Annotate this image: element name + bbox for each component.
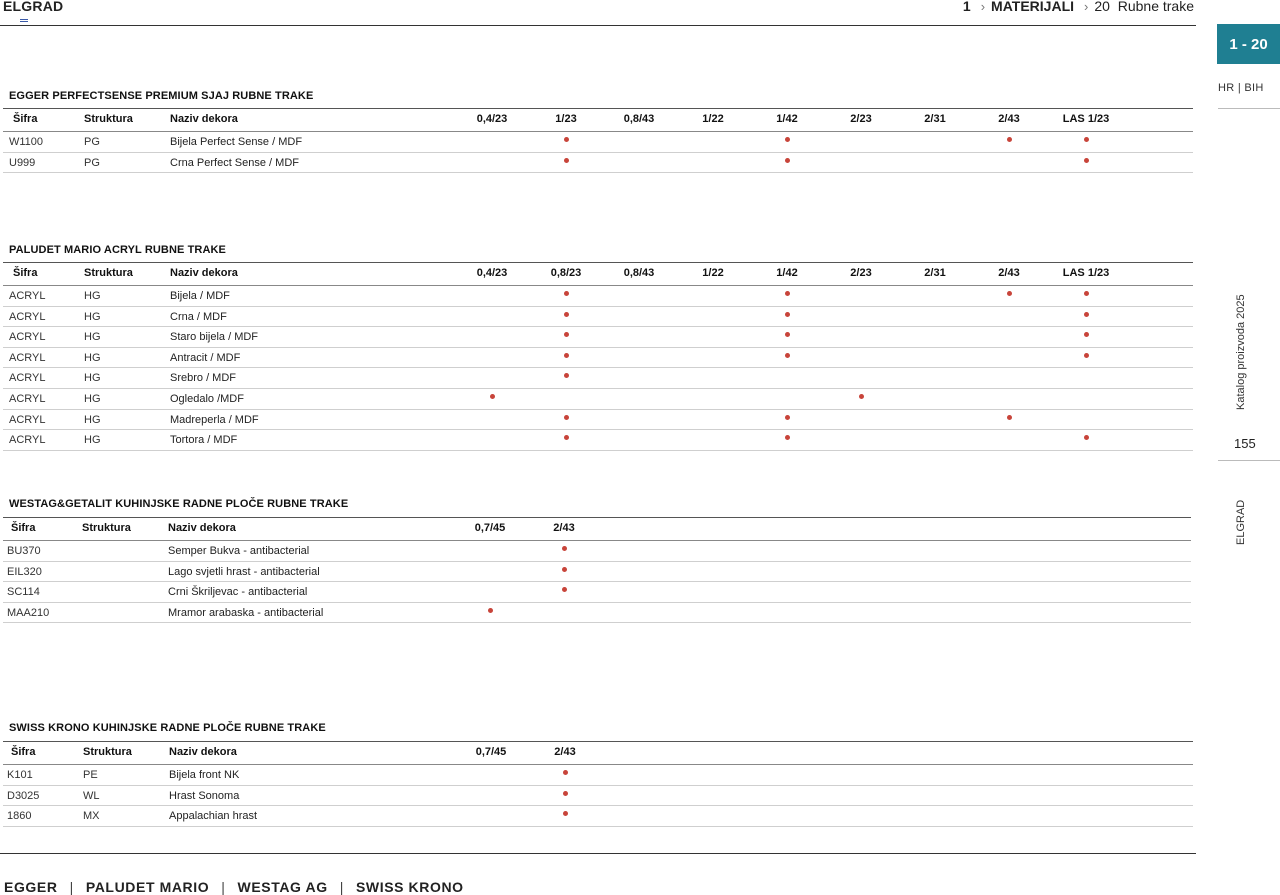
footer-divider [0, 853, 1196, 854]
header-naziv-dekora: Naziv dekora [168, 522, 236, 534]
header-naziv-dekora: Naziv dekora [170, 113, 238, 125]
availability-dot [564, 435, 569, 440]
header-bottom-rule [3, 285, 1193, 286]
row-naziv-dekora: Bijela front NK [169, 769, 240, 781]
header-sifra: Šifra [13, 113, 38, 125]
header-bottom-rule [3, 764, 1193, 765]
row-divider [3, 561, 1191, 562]
availability-dot [562, 587, 567, 592]
sidebar-divider [1218, 108, 1280, 109]
header-dimension: 0,8/43 [623, 113, 655, 125]
brand-logo: ELGRAD [3, 0, 64, 14]
breadcrumb-page-num[interactable]: 20 [1094, 0, 1110, 14]
row-naziv-dekora: Staro bijela / MDF [170, 331, 259, 344]
availability-dot [1084, 312, 1089, 317]
row-divider [3, 622, 1191, 623]
availability-dot [564, 137, 569, 142]
header-sifra: Šifra [13, 267, 38, 279]
header-dimension: 2/23 [850, 113, 872, 125]
row-naziv-dekora: Crna Perfect Sense / MDF [170, 156, 299, 169]
availability-dot [1007, 415, 1012, 420]
row-code: U999 [9, 156, 36, 169]
table-top-rule [3, 517, 1191, 518]
row-divider [3, 326, 1193, 327]
row-struktura: HG [84, 413, 101, 426]
header-divider [0, 25, 1196, 26]
header-struktura: Struktura [84, 113, 133, 125]
availability-dot [1084, 137, 1089, 142]
row-divider [3, 602, 1191, 603]
row-divider [3, 347, 1193, 348]
availability-dot [1084, 332, 1089, 337]
sidebar-divider [1218, 460, 1280, 461]
row-divider [3, 450, 1193, 451]
header-dimension: 0,8/23 [550, 267, 582, 279]
row-divider [3, 785, 1193, 786]
page-number: 155 [1234, 436, 1256, 451]
section-title: WESTAG&GETALIT KUHINJSKE RADNE PLOČE RUBNE TRAKE [9, 498, 349, 510]
row-naziv-dekora: Srebro / MDF [170, 372, 237, 385]
row-struktura: HG [84, 372, 101, 385]
header-dimension: 2/43 [553, 522, 575, 534]
row-struktura: HG [84, 290, 101, 302]
chapter-tab-badge[interactable]: 1 - 20 [1217, 24, 1280, 64]
row-struktura: WL [83, 789, 100, 802]
header-sifra: Šifra [11, 522, 36, 534]
availability-dot [564, 415, 569, 420]
row-naziv-dekora: Antracit / MDF [170, 351, 241, 364]
availability-dot [1084, 435, 1089, 440]
row-divider [3, 409, 1193, 410]
availability-dot [563, 811, 568, 816]
row-struktura: MX [83, 810, 100, 823]
footer-brand-swisskrono: SWISS KRONO [355, 879, 464, 895]
row-naziv-dekora: Crni Škriljevac - antibacterial [168, 586, 308, 599]
row-code: 1860 [7, 810, 32, 823]
footer-brand-egger: EGGER [4, 879, 58, 895]
availability-dot [564, 373, 569, 378]
chevron-right-icon: › [1084, 0, 1089, 14]
section-title: SWISS KRONO KUHINJSKE RADNE PLOČE RUBNE TRAKE [9, 722, 326, 734]
row-code: ACRYL [9, 372, 46, 385]
row-naziv-dekora: Crna / MDF [170, 310, 227, 323]
header-dimension: 0,8/43 [623, 267, 655, 279]
row-struktura: HG [84, 331, 101, 344]
availability-dot [564, 353, 569, 358]
language-label: HR | BIH [1218, 82, 1264, 94]
availability-dot [564, 312, 569, 317]
header-dimension: LAS 1/23 [1062, 267, 1110, 279]
row-code: ACRYL [9, 393, 46, 405]
availability-dot [785, 291, 790, 296]
availability-dot [785, 137, 790, 142]
header-naziv-dekora: Naziv dekora [169, 746, 237, 758]
availability-dot [785, 312, 790, 317]
header-dimension: 1/42 [776, 113, 798, 125]
availability-dot [1084, 158, 1089, 163]
breadcrumb-page-title[interactable]: Rubne trake [1117, 0, 1194, 14]
header-dimension: 2/43 [998, 267, 1020, 279]
availability-dot [785, 415, 790, 420]
row-code: ACRYL [9, 331, 46, 344]
row-code: ACRYL [9, 290, 46, 302]
availability-dot [564, 158, 569, 163]
header-dimension: 0,7/45 [474, 522, 506, 534]
availability-dot [1007, 137, 1012, 142]
row-code: ACRYL [9, 413, 46, 426]
row-naziv-dekora: Lago svjetli hrast - antibacterial [168, 565, 320, 578]
row-divider [3, 429, 1193, 430]
row-code: SC114 [7, 586, 40, 599]
header-dimension: 1/22 [702, 113, 724, 125]
row-naziv-dekora: Semper Bukva - antibacterial [168, 545, 310, 557]
availability-dot [785, 435, 790, 440]
header-struktura: Struktura [83, 746, 132, 758]
breadcrumb-section[interactable]: MATERIJALI [991, 0, 1075, 14]
row-struktura: PG [84, 136, 100, 148]
row-naziv-dekora: Bijela / MDF [170, 290, 230, 302]
availability-dot [564, 291, 569, 296]
row-naziv-dekora: Mramor arabaska - antibacterial [168, 606, 324, 619]
row-struktura: HG [84, 310, 101, 323]
availability-dot [564, 332, 569, 337]
row-divider [3, 581, 1191, 582]
chevron-right-icon: › [980, 0, 986, 14]
breadcrumb [963, 0, 1194, 14]
header-dimension: 0,4/23 [476, 267, 508, 279]
breadcrumb-chapter[interactable]: 1 [962, 0, 971, 14]
header-struktura: Struktura [84, 267, 133, 279]
row-code: BU370 [7, 545, 41, 557]
availability-dot [490, 394, 495, 399]
header-dimension: 2/31 [924, 113, 946, 125]
row-naziv-dekora: Hrast Sonoma [169, 789, 240, 802]
footer-separator: | [221, 879, 226, 895]
footer-separator: | [69, 879, 74, 895]
availability-dot [1084, 353, 1089, 358]
row-naziv-dekora: Tortora / MDF [170, 434, 238, 447]
header-dimension: 1/22 [702, 267, 724, 279]
row-naziv-dekora: Bijela Perfect Sense / MDF [170, 136, 303, 148]
availability-dot [562, 546, 567, 551]
row-code: D3025 [7, 789, 40, 802]
availability-dot [563, 770, 568, 775]
row-naziv-dekora: Appalachian hrast [169, 810, 258, 823]
header-dimension: 1/42 [776, 267, 798, 279]
footer-brand-paludet: PALUDET MARIO [85, 879, 210, 895]
footer-brand-westag: WESTAG AG [237, 879, 328, 895]
header-struktura: Struktura [82, 522, 131, 534]
row-code: K101 [7, 769, 33, 781]
header-dimension: 1/23 [555, 113, 577, 125]
row-divider [3, 388, 1193, 389]
header-dimension: LAS 1/23 [1062, 113, 1110, 125]
header-dimension: 2/43 [554, 746, 576, 758]
row-divider [3, 826, 1193, 827]
row-divider [3, 805, 1193, 806]
header-sifra: Šifra [11, 746, 36, 758]
row-divider [3, 152, 1193, 153]
table-top-rule [3, 741, 1193, 742]
row-divider [3, 172, 1193, 173]
availability-dot [785, 158, 790, 163]
row-struktura: HG [84, 434, 101, 447]
header-dimension: 2/31 [924, 267, 946, 279]
header-dimension: 2/43 [998, 113, 1020, 125]
row-struktura: HG [84, 393, 101, 405]
availability-dot [785, 353, 790, 358]
header-naziv-dekora: Naziv dekora [170, 267, 238, 279]
row-divider [3, 306, 1193, 307]
header-bottom-rule [3, 540, 1191, 541]
row-code: ACRYL [9, 351, 46, 364]
footer-separator: | [339, 879, 344, 895]
availability-dot [563, 791, 568, 796]
availability-dot [1007, 291, 1012, 296]
sidebar-brand-vertical: ELGRAD [1235, 499, 1247, 545]
table-top-rule [3, 108, 1193, 109]
header-dimension: 0,4/23 [476, 113, 508, 125]
section-title: PALUDET MARIO ACRYL RUBNE TRAKE [9, 244, 226, 256]
availability-dot [859, 394, 864, 399]
row-naziv-dekora: Madreperla / MDF [170, 413, 259, 426]
availability-dot [562, 567, 567, 572]
row-naziv-dekora: Ogledalo /MDF [170, 393, 244, 405]
section-title: EGGER PERFECTSENSE PREMIUM SJAJ RUBNE TRAKE [9, 90, 314, 102]
row-struktura: PG [84, 156, 100, 169]
availability-dot [785, 332, 790, 337]
brand-mark-icon [20, 19, 28, 24]
header-dimension: 0,7/45 [475, 746, 507, 758]
header-dimension: 2/23 [850, 267, 872, 279]
table-top-rule [3, 262, 1193, 263]
row-divider [3, 367, 1193, 368]
availability-dot [1084, 291, 1089, 296]
row-code: ACRYL [9, 310, 46, 323]
footer-brands [4, 879, 464, 895]
row-struktura: HG [84, 351, 101, 364]
row-code: W1100 [9, 136, 44, 148]
row-code: MAA210 [7, 606, 50, 619]
catalog-title-vertical: Katalog proizvoda 2025 [1235, 294, 1247, 410]
row-code: EIL320 [7, 565, 42, 578]
row-struktura: PE [83, 769, 98, 781]
row-code: ACRYL [9, 434, 46, 447]
availability-dot [488, 608, 493, 613]
header-bottom-rule [3, 131, 1193, 132]
